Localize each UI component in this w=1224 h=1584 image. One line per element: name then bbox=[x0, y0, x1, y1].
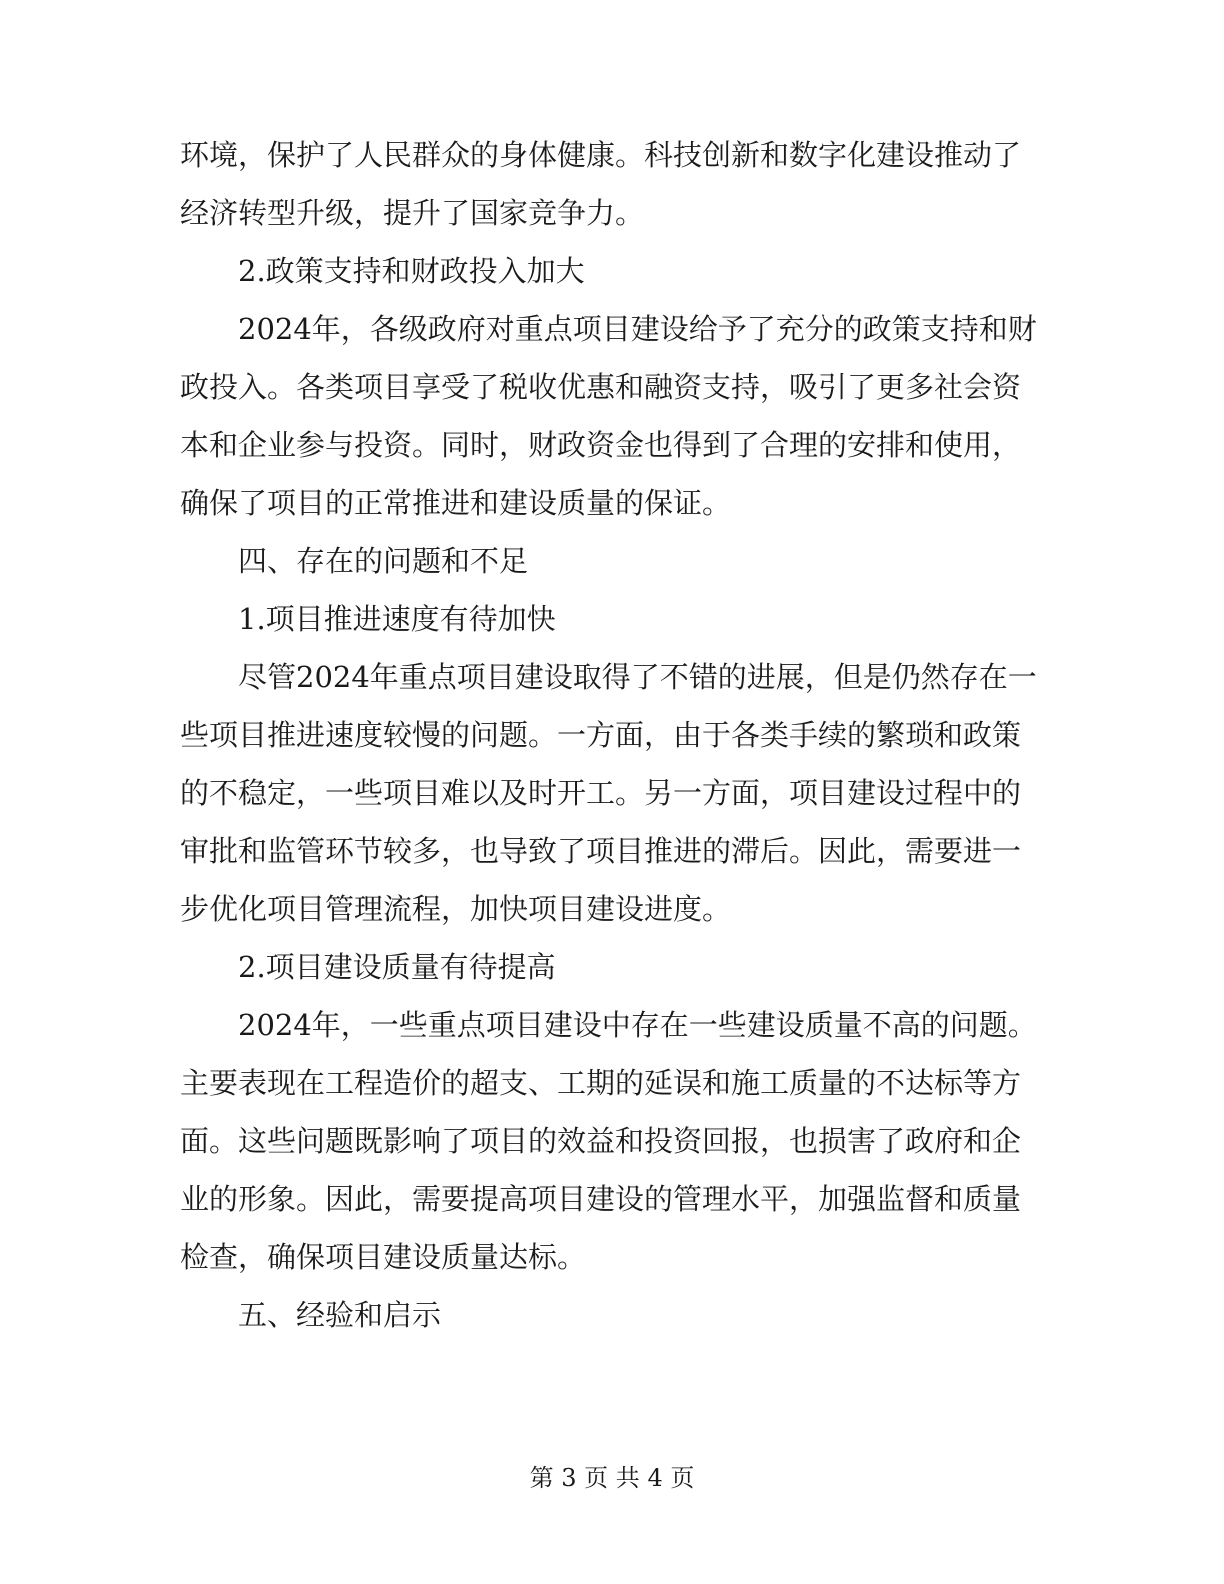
paragraph: 尽管2024年重点项目建设取得了不错的进展，但是仍然存在一些项目推进速度较慢的问题。一方面，由于各类手续的繁琐和政策的不稳定，一些项目难以及时开工。另一方面，项目建设过程中的审批和监管环节较多，也导致了项目推进的滞后。因此，需要进一步优化项目管理流程，加快项目建设进度。 bbox=[180, 660, 1037, 926]
page-number-footer: 第 3 页 共 4 页 bbox=[529, 1464, 695, 1492]
document-body bbox=[180, 126, 1040, 1344]
section-subheading: 1.项目推进速度有待加快 bbox=[238, 602, 556, 636]
section-heading: 五、经验和启示 bbox=[238, 1298, 442, 1332]
paragraph: 2024年，一些重点项目建设中存在一些建设质量不高的问题。主要表现在工程造价的超支、工期的延误和施工质量的不达标等方面。这些问题既影响了项目的效益和投资回报，也损害了政府和企业的形象。因此，需要提高项目建设的管理水平，加强监督和质量检查，确保项目建设质量达标。 bbox=[180, 1008, 1037, 1274]
section-subheading: 2.项目建设质量有待提高 bbox=[238, 950, 556, 984]
section-heading: 四、存在的问题和不足 bbox=[238, 544, 529, 578]
section-subheading: 2.政策支持和财政投入加大 bbox=[238, 254, 585, 288]
paragraph: 2024年，各级政府对重点项目建设给予了充分的政策支持和财政投入。各类项目享受了税收优惠和融资支持，吸引了更多社会资本和企业参与投资。同时，财政资金也得到了合理的安排和使用，确保了项目的正常推进和建设质量的保证。 bbox=[180, 312, 1037, 520]
paragraph: 环境，保护了人民群众的身体健康。科技创新和数字化建设推动了经济转型升级，提升了国家竞争力。 bbox=[180, 138, 1022, 230]
